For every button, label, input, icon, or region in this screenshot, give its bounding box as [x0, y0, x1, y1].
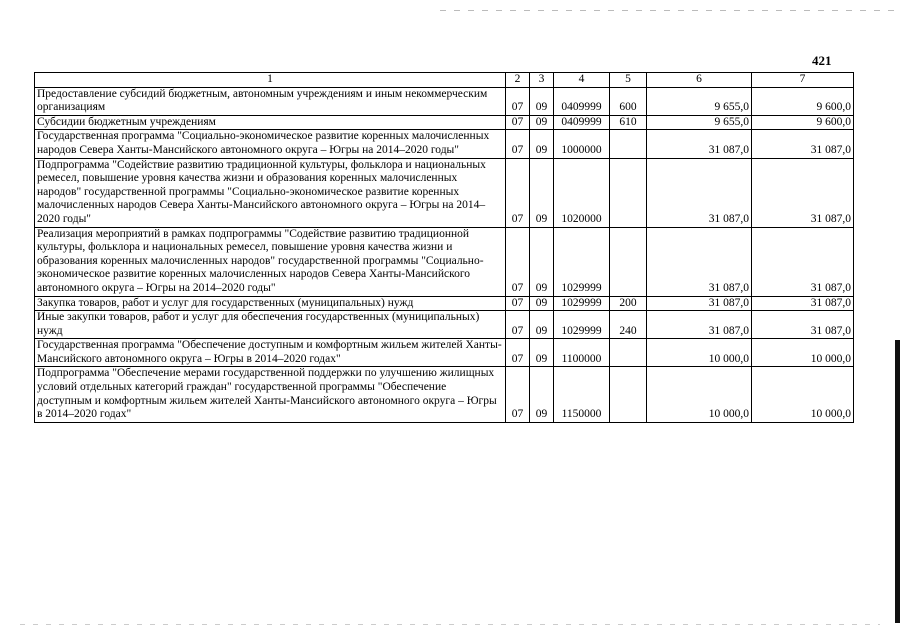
page-number: 421: [812, 53, 832, 68]
row-amount-2: 9 600,0: [752, 87, 854, 115]
row-amount-1: 10 000,0: [647, 367, 752, 422]
row-expense-type: 200: [610, 296, 647, 311]
table-row: [35, 227, 854, 296]
header-row: [35, 73, 854, 88]
row-expense-type: [610, 367, 647, 422]
row-target-code: 0409999: [554, 87, 610, 115]
row-amount-2: 31 087,0: [752, 296, 854, 311]
row-amount-2: 31 087,0: [752, 227, 854, 296]
table-row: [35, 115, 854, 130]
row-target-code: 1029999: [554, 311, 610, 339]
row-amount-1: 31 087,0: [647, 158, 752, 227]
row-subsection: 09: [530, 367, 554, 422]
table-row: [35, 311, 854, 339]
row-subsection: 09: [530, 130, 554, 158]
header-col-5: 5: [610, 73, 647, 88]
header-col-4: 4: [554, 73, 610, 88]
row-amount-2: 10 000,0: [752, 339, 854, 367]
row-description: Подпрограмма "Содействие развитию традиционной культуры, фольклора и национальных ремесел, повышение уровня качества жизни и образования коренных малочисленных народов" государственной программы "Социально-экономическое развитие коренных малочисленных народов Севера Ханты-Мансийского автономного округа – Югры на 2014–2020 годы": [35, 158, 506, 227]
table-row: [35, 367, 854, 422]
scan-artifact-top: [440, 10, 895, 11]
row-description: Государственная программа "Социально-экономическое развитие коренных малочисленных народов Севера Ханты-Мансийского автономного округа – Югры на 2014–2020 годы": [35, 130, 506, 158]
row-amount-1: 31 087,0: [647, 296, 752, 311]
row-expense-type: [610, 158, 647, 227]
row-amount-2: 31 087,0: [752, 158, 854, 227]
header-col-7: 7: [752, 73, 854, 88]
row-amount-2: 31 087,0: [752, 311, 854, 339]
table-row: [35, 296, 854, 311]
header-col-2: 2: [506, 73, 530, 88]
row-section: 07: [506, 87, 530, 115]
row-subsection: 09: [530, 339, 554, 367]
scan-artifact-bottom: [20, 624, 880, 625]
table-row: [35, 87, 854, 115]
row-section: 07: [506, 296, 530, 311]
row-target-code: 1150000: [554, 367, 610, 422]
row-subsection: 09: [530, 227, 554, 296]
row-expense-type: [610, 227, 647, 296]
header-col-3: 3: [530, 73, 554, 88]
row-section: 07: [506, 227, 530, 296]
row-amount-2: 9 600,0: [752, 115, 854, 130]
row-description: Предоставление субсидий бюджетным, автономным учреждениям и иным некоммерческим организациям: [35, 87, 506, 115]
row-description: Субсидии бюджетным учреждениям: [35, 115, 506, 130]
row-section: 07: [506, 367, 530, 422]
row-description: Закупка товаров, работ и услуг для государственных (муниципальных) нужд: [35, 296, 506, 311]
row-target-code: 1000000: [554, 130, 610, 158]
row-subsection: 09: [530, 311, 554, 339]
row-section: 07: [506, 115, 530, 130]
row-description: Государственная программа "Обеспечение доступным и комфортным жильем жителей Ханты-Мансийского автономного округа – Югры в 2014–2020 годах": [35, 339, 506, 367]
header-col-1: 1: [35, 73, 506, 88]
row-subsection: 09: [530, 115, 554, 130]
row-amount-1: 31 087,0: [647, 227, 752, 296]
row-section: 07: [506, 158, 530, 227]
table-row: [35, 130, 854, 158]
row-target-code: 1100000: [554, 339, 610, 367]
row-target-code: 0409999: [554, 115, 610, 130]
row-subsection: 09: [530, 158, 554, 227]
row-amount-2: 10 000,0: [752, 367, 854, 422]
row-expense-type: [610, 130, 647, 158]
row-target-code: 1020000: [554, 158, 610, 227]
row-expense-type: 600: [610, 87, 647, 115]
scan-edge-shadow: [895, 340, 900, 623]
row-amount-2: 31 087,0: [752, 130, 854, 158]
row-description: Иные закупки товаров, работ и услуг для обеспечения государственных (муниципальных) нужд: [35, 311, 506, 339]
row-amount-1: 9 655,0: [647, 87, 752, 115]
row-amount-1: 9 655,0: [647, 115, 752, 130]
row-subsection: 09: [530, 87, 554, 115]
table-row: [35, 158, 854, 227]
row-description: Подпрограмма "Обеспечение мерами государственной поддержки по улучшению жилищных условий отдельных категорий граждан" государственной программы "Обеспечение доступным и комфортным жильем жителей Ханты-Мансийского автономного округа – Югры в 2014–2020 годах": [35, 367, 506, 422]
row-amount-1: 31 087,0: [647, 130, 752, 158]
row-expense-type: 240: [610, 311, 647, 339]
table-row: [35, 339, 854, 367]
row-description: Реализация мероприятий в рамках подпрограммы "Содействие развитию традиционной культуры, фольклора и национальных ремесел, повышение уровня качества жизни и образования коренных малочисленных народов" государственной программы "Социально-экономическое развитие коренных малочисленных народов Севера Ханты-Мансийского автономного округа – Югры на 2014–2020 годы": [35, 227, 506, 296]
header-col-6: 6: [647, 73, 752, 88]
row-target-code: 1029999: [554, 296, 610, 311]
row-target-code: 1029999: [554, 227, 610, 296]
row-section: 07: [506, 130, 530, 158]
row-expense-type: 610: [610, 115, 647, 130]
row-amount-1: 10 000,0: [647, 339, 752, 367]
row-section: 07: [506, 311, 530, 339]
row-section: 07: [506, 339, 530, 367]
row-expense-type: [610, 339, 647, 367]
budget-table: [34, 72, 854, 423]
row-amount-1: 31 087,0: [647, 311, 752, 339]
row-subsection: 09: [530, 296, 554, 311]
